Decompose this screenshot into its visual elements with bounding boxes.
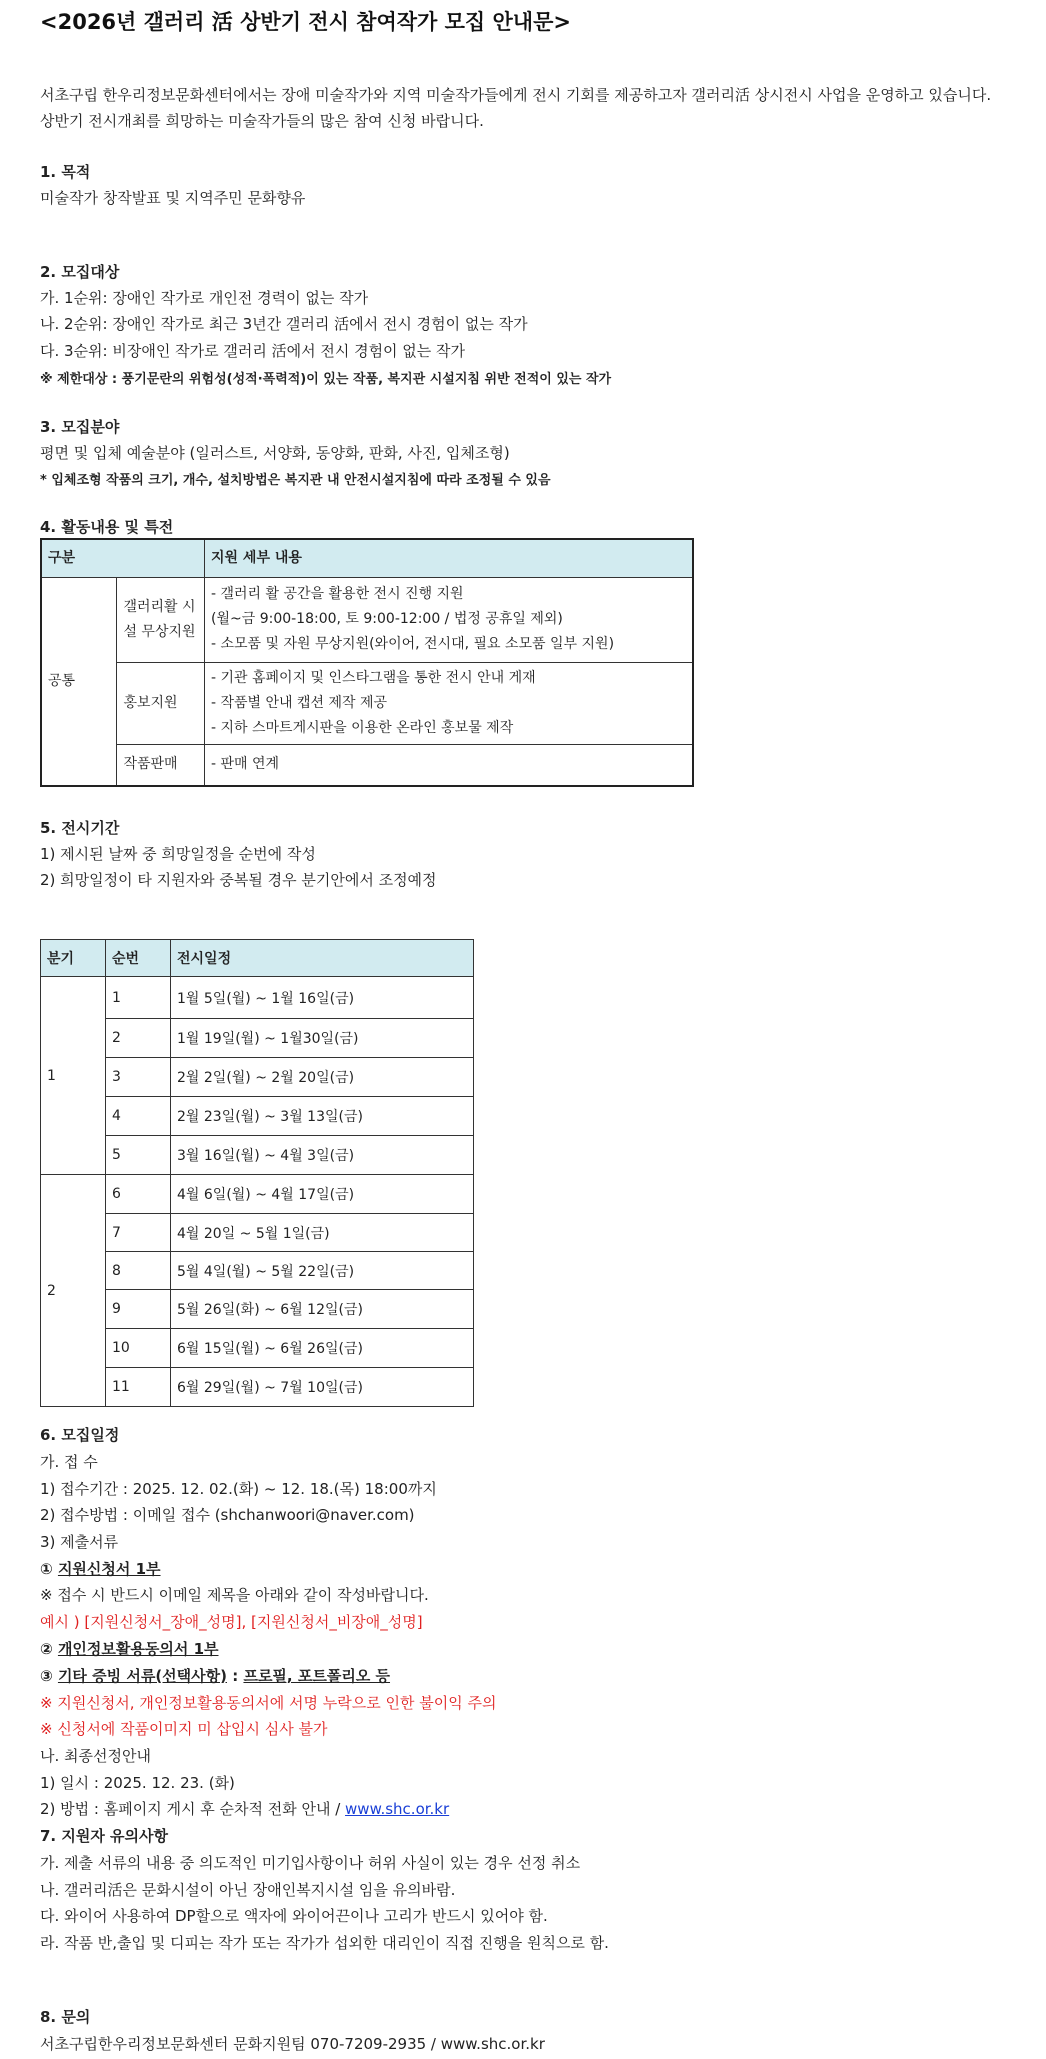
schedule-date-cell: 4월 20일 ~ 5월 1일(금) <box>171 1214 474 1252</box>
table-row <box>41 1136 474 1175</box>
schedule-no-cell: 7 <box>106 1214 171 1252</box>
schedule-date-cell: 4월 6일(월) ~ 4월 17일(금) <box>171 1175 474 1214</box>
schedule-date-cell: 3월 16일(월) ~ 4월 3일(금) <box>171 1136 474 1175</box>
schedule-date-cell: 5월 4일(월) ~ 5월 22일(금) <box>171 1252 474 1290</box>
section-4-heading: 4. 활동내용 및 특전 <box>40 518 174 536</box>
section-7-item: 다. 와이어 사용하여 DP할으로 액자에 와이어끈이나 고리가 반드시 있어야 함. <box>40 1907 548 1925</box>
warning-text: ※ 신청서에 작품이미지 미 삽입시 심사 불가 <box>40 1720 328 1738</box>
section-6-line: 3) 제출서류 <box>40 1533 119 1551</box>
benefit-detail-line: - 갤러리 활 공간을 활용한 전시 진행 지원 <box>211 586 464 602</box>
schedule-date-cell: 1월 5일(월) ~ 1월 16일(금) <box>171 977 474 1019</box>
table-row <box>41 577 693 662</box>
document-number: ② <box>40 1640 53 1658</box>
section-8-heading: 8. 문의 <box>40 2008 91 2026</box>
table-row <box>41 744 693 786</box>
section-5-item: 1) 제시된 날짜 중 희망일정을 순번에 작성 <box>40 845 316 863</box>
schedule-date-cell: 2월 2일(월) ~ 2월 20일(금) <box>171 1058 474 1097</box>
section-2-note: ※ 제한대상 : 풍기문란의 위험성(성적·폭력적)이 있는 작품, 복지관 시설지침 위반 전적이 있는 작가 <box>40 372 612 387</box>
section-2-item: 나. 2순위: 장애인 작가로 최근 3년간 갤러리 活에서 전시 경험이 없는 작가 <box>40 315 528 333</box>
document-detail: 프로필, 포트폴리오 등 <box>243 1667 391 1685</box>
section-6-heading: 6. 모집일정 <box>40 1426 120 1444</box>
schedule-no-cell: 11 <box>106 1368 171 1407</box>
benefit-detail-cell <box>205 577 694 662</box>
page-title: <2026년 갤러리 活 상반기 전시 참여작가 모집 안내문> <box>40 10 571 34</box>
quarter-cell: 1 <box>41 977 106 1175</box>
warning-text: ※ 지원신청서, 개인정보활용동의서에 서명 누락으로 인한 불이익 주의 <box>40 1694 497 1712</box>
schedule-table <box>40 939 474 1407</box>
section-2-item: 다. 3순위: 비장애인 작가로 갤러리 活에서 전시 경험이 없는 작가 <box>40 342 466 360</box>
table-header-cell: 순번 <box>106 940 171 977</box>
document-item-2 <box>40 1638 219 1659</box>
section-7-item: 라. 작품 반,출입 및 디피는 작가 또는 작가가 섭외한 대리인이 직접 진행을 원칙으로 함. <box>40 1934 609 1952</box>
table-header-cell: 분기 <box>41 940 106 977</box>
benefit-detail-cell <box>205 662 694 744</box>
quarter-cell: 2 <box>41 1175 106 1407</box>
section-5-item: 2) 희망일정이 타 지원자와 중복될 경우 분기안에서 조정예정 <box>40 871 437 889</box>
section-3-heading: 3. 모집분야 <box>40 418 120 436</box>
benefit-detail-cell <box>205 744 694 786</box>
section-7-item: 가. 제출 서류의 내용 중 의도적인 미기입사항이나 허위 사실이 있는 경우 선정 취소 <box>40 1854 581 1872</box>
document-name: 기타 증빙 서류(선택사항) <box>57 1667 227 1685</box>
homepage-link[interactable]: www.shc.or.kr <box>345 1800 450 1818</box>
section-1-heading: 1. 목적 <box>40 163 91 181</box>
schedule-date-cell: 6월 29일(월) ~ 7월 10일(금) <box>171 1368 474 1407</box>
table-header-cell: 지원 세부 내용 <box>205 539 694 577</box>
section-7-heading: 7. 지원자 유의사항 <box>40 1827 169 1845</box>
document-number: ③ <box>40 1667 53 1685</box>
table-row <box>41 1214 474 1252</box>
document-name: 지원신청서 1부 <box>57 1560 161 1578</box>
section-3-text: 평면 및 입체 예술분야 (일러스트, 서양화, 동양화, 판화, 사진, 입체조형) <box>40 444 510 462</box>
benefit-group-cell: 공통 <box>41 577 117 786</box>
table-row <box>41 1329 474 1368</box>
section-6-line: 2) 접수방법 : 이메일 접수 (shchanwoori@naver.com) <box>40 1506 415 1524</box>
document-note: ※ 접수 시 반드시 이메일 제목을 아래와 같이 작성바랍니다. <box>40 1586 429 1604</box>
contact-text: 서초구립한우리정보문화센터 문화지원팀 070-7209-2935 / www.shc.or.kr <box>40 2035 545 2053</box>
benefit-detail-line: - 소모품 및 자원 무상지원(와이어, 전시대, 필요 소모품 일부 지원) <box>211 636 615 652</box>
schedule-no-cell: 4 <box>106 1097 171 1136</box>
intro-line-1: 서초구립 한우리정보문화센터에서는 장애 미술작가와 지역 미술작가들에게 전시 기회를 제공하고자 갤러리活 상시전시 사업을 운영하고 있습니다. <box>40 86 992 104</box>
section-6-line: 가. 접 수 <box>40 1453 98 1471</box>
schedule-no-cell: 2 <box>106 1019 171 1058</box>
section-6-line: 1) 접수기간 : 2025. 12. 02.(화) ~ 12. 18.(목) 18:00까지 <box>40 1480 437 1498</box>
section-6-line: 1) 일시 : 2025. 12. 23. (화) <box>40 1774 235 1792</box>
benefits-table <box>40 538 694 787</box>
schedule-no-cell: 3 <box>106 1058 171 1097</box>
benefit-detail-line: - 판매 연계 <box>211 756 280 773</box>
schedule-no-cell: 9 <box>106 1290 171 1329</box>
document-name: 개인정보활용동의서 1부 <box>57 1640 219 1658</box>
benefit-label-cell: 작품판매 <box>117 744 205 786</box>
schedule-date-cell: 1월 19일(월) ~ 1월30일(금) <box>171 1019 474 1058</box>
section-6-line <box>40 1798 449 1819</box>
table-row <box>41 1097 474 1136</box>
table-row <box>41 1058 474 1097</box>
section-7-item: 나. 갤러리活은 문화시설이 아닌 장애인복지시설 임을 유의바람. <box>40 1881 456 1899</box>
section-1-text: 미술작가 창작발표 및 지역주민 문화향유 <box>40 189 306 207</box>
section-2-item: 가. 1순위: 장애인 작가로 개인전 경력이 없는 작가 <box>40 289 369 307</box>
section-5-heading: 5. 전시기간 <box>40 819 120 837</box>
section-6-line: 나. 최종선정안내 <box>40 1747 151 1765</box>
table-row <box>41 1175 474 1214</box>
schedule-no-cell: 8 <box>106 1252 171 1290</box>
table-header-row <box>41 539 693 577</box>
intro-line-2: 상반기 전시개최를 희망하는 미술작가들의 많은 참여 신청 바랍니다. <box>40 112 484 130</box>
section-3-note: * 입체조형 작품의 크기, 개수, 설치방법은 복지관 내 안전시설지침에 따라 조정될 수 있음 <box>40 473 551 488</box>
document-number: ① <box>40 1560 53 1578</box>
benefit-detail-line: - 지하 스마트게시판을 이용한 온라인 홍보물 제작 <box>211 719 514 736</box>
document-separator: : <box>227 1667 244 1685</box>
table-row <box>41 662 693 744</box>
table-row <box>41 1368 474 1407</box>
schedule-no-cell: 10 <box>106 1329 171 1368</box>
schedule-date-cell: 2월 23일(월) ~ 3월 13일(금) <box>171 1097 474 1136</box>
document-item-1 <box>40 1558 161 1579</box>
email-title-example: 예시 ) [지원신청서_장애_성명], [지원신청서_비장애_성명] <box>40 1613 423 1631</box>
schedule-date-cell: 5월 26일(화) ~ 6월 12일(금) <box>171 1290 474 1329</box>
table-row <box>41 977 474 1019</box>
table-row <box>41 1019 474 1058</box>
benefit-detail-line: (월~금 9:00-18:00, 토 9:00-12:00 / 법정 공휴일 제외) <box>211 611 563 627</box>
table-header-cell: 구분 <box>41 539 205 577</box>
schedule-date-cell: 6월 15일(월) ~ 6월 26일(금) <box>171 1329 474 1368</box>
section-2-heading: 2. 모집대상 <box>40 263 120 281</box>
table-row <box>41 1252 474 1290</box>
benefit-label-cell: 홍보지원 <box>117 662 205 744</box>
benefit-label-cell: 갤러리활 시설 무상지원 <box>117 577 205 662</box>
schedule-no-cell: 1 <box>106 977 171 1019</box>
table-header-cell: 전시일정 <box>171 940 474 977</box>
table-header-row <box>41 940 474 977</box>
table-row <box>41 1290 474 1329</box>
document-item-3 <box>40 1665 390 1686</box>
benefit-detail-line: - 작품별 안내 캡션 제작 제공 <box>211 694 388 711</box>
schedule-no-cell: 6 <box>106 1175 171 1214</box>
announcement-method: 2) 방법 : 홈페이지 게시 후 순차적 전화 안내 / <box>40 1800 346 1818</box>
benefit-detail-line: - 기관 홈페이지 및 인스타그램을 통한 전시 안내 게재 <box>211 669 536 686</box>
schedule-no-cell: 5 <box>106 1136 171 1175</box>
